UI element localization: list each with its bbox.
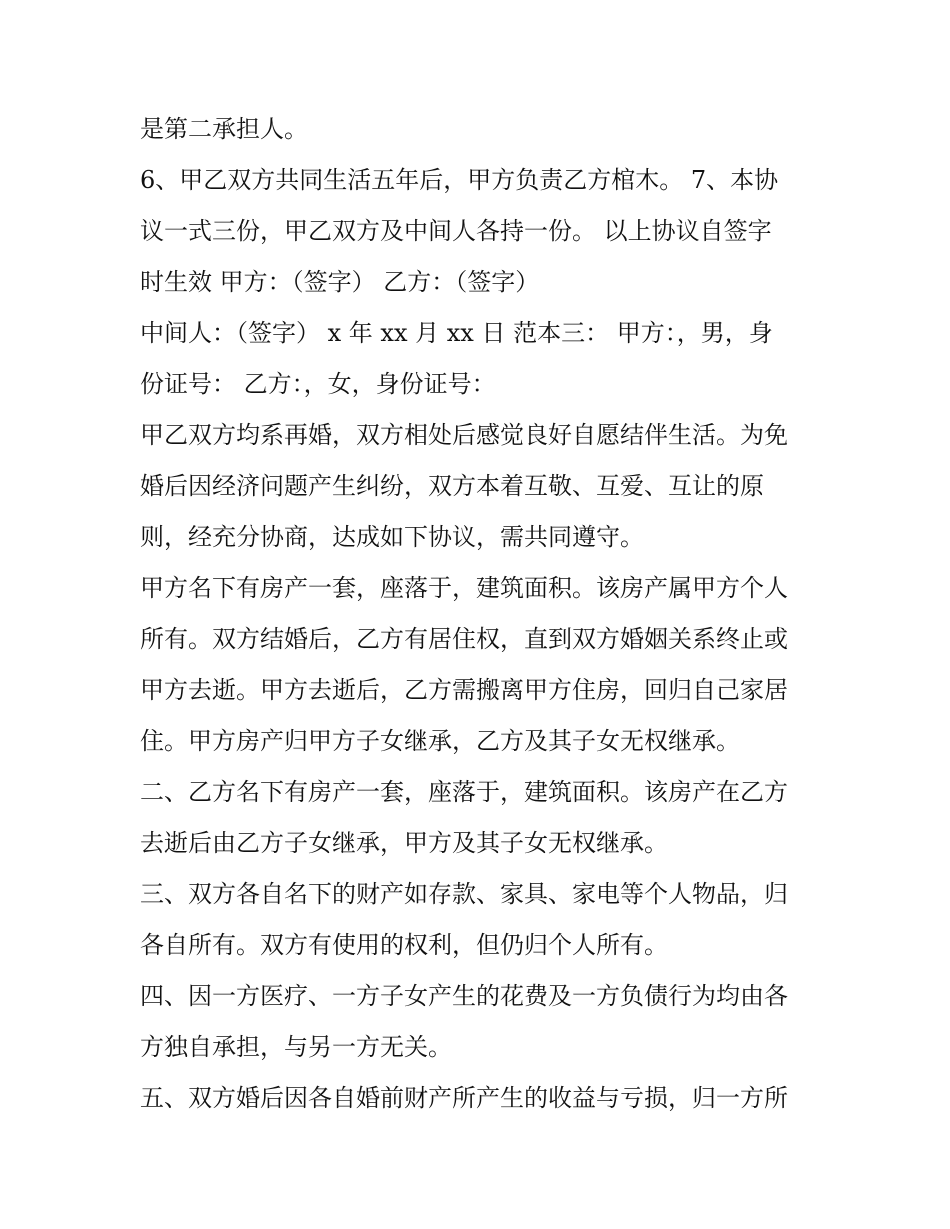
text-line: 各自所有。双方有使用的权利，但仍归个人所有。	[140, 931, 668, 959]
text-line: 住。甲方房产归甲方子女继承，乙方及其子女无权继承。	[140, 727, 740, 755]
text-line: 时生效 甲方：（签字） 乙方：（签字）	[140, 268, 540, 296]
text-line: 三、双方各自名下的财产如存款、家具、家电等个人物品，归	[140, 880, 788, 908]
text-line: 议一式三份，甲乙双方及中间人各持一份。 以上协议自签字	[140, 217, 772, 245]
text-line: 五、双方婚后因各自婚前财产所产生的收益与亏损，归一方所	[140, 1084, 788, 1112]
text-line: 去逝后由乙方子女继承，甲方及其子女无权继承。	[140, 829, 668, 857]
text-line: 婚后因经济问题产生纠纷，双方本着互敬、互爱、互让的原	[140, 472, 764, 500]
text-line: 甲乙双方均系再婚，双方相处后感觉良好自愿结伴生活。为免	[140, 421, 788, 449]
text-line: 份证号： 乙方：，女，身份证号：	[140, 370, 496, 398]
text-line: 甲方去逝。甲方去逝后，乙方需搬离甲方住房，回归自己家居	[140, 676, 788, 704]
text-line: 中间人：（签字） x 年 xx 月 xx 日 范本三： 甲方：，男，身	[140, 319, 773, 347]
text-line: 方独自承担，与另一方无关。	[140, 1033, 452, 1061]
text-line: 是第二承担人。	[140, 115, 308, 143]
text-line: 则，经充分协商，达成如下协议，需共同遵守。	[140, 523, 644, 551]
text-line: 二、乙方名下有房产一套，座落于，建筑面积。该房产在乙方	[140, 778, 788, 806]
text-line: 所有。双方结婚后，乙方有居住权，直到双方婚姻关系终止或	[140, 625, 788, 653]
document-body	[140, 104, 830, 1124]
text-line: 四、因一方医疗、一方子女产生的花费及一方负债行为均由各	[140, 982, 788, 1010]
text-line: 甲方名下有房产一套，座落于，建筑面积。该房产属甲方个人	[140, 574, 788, 602]
text-line: 6、甲乙双方共同生活五年后，甲方负责乙方棺木。 7、本协	[140, 166, 779, 194]
